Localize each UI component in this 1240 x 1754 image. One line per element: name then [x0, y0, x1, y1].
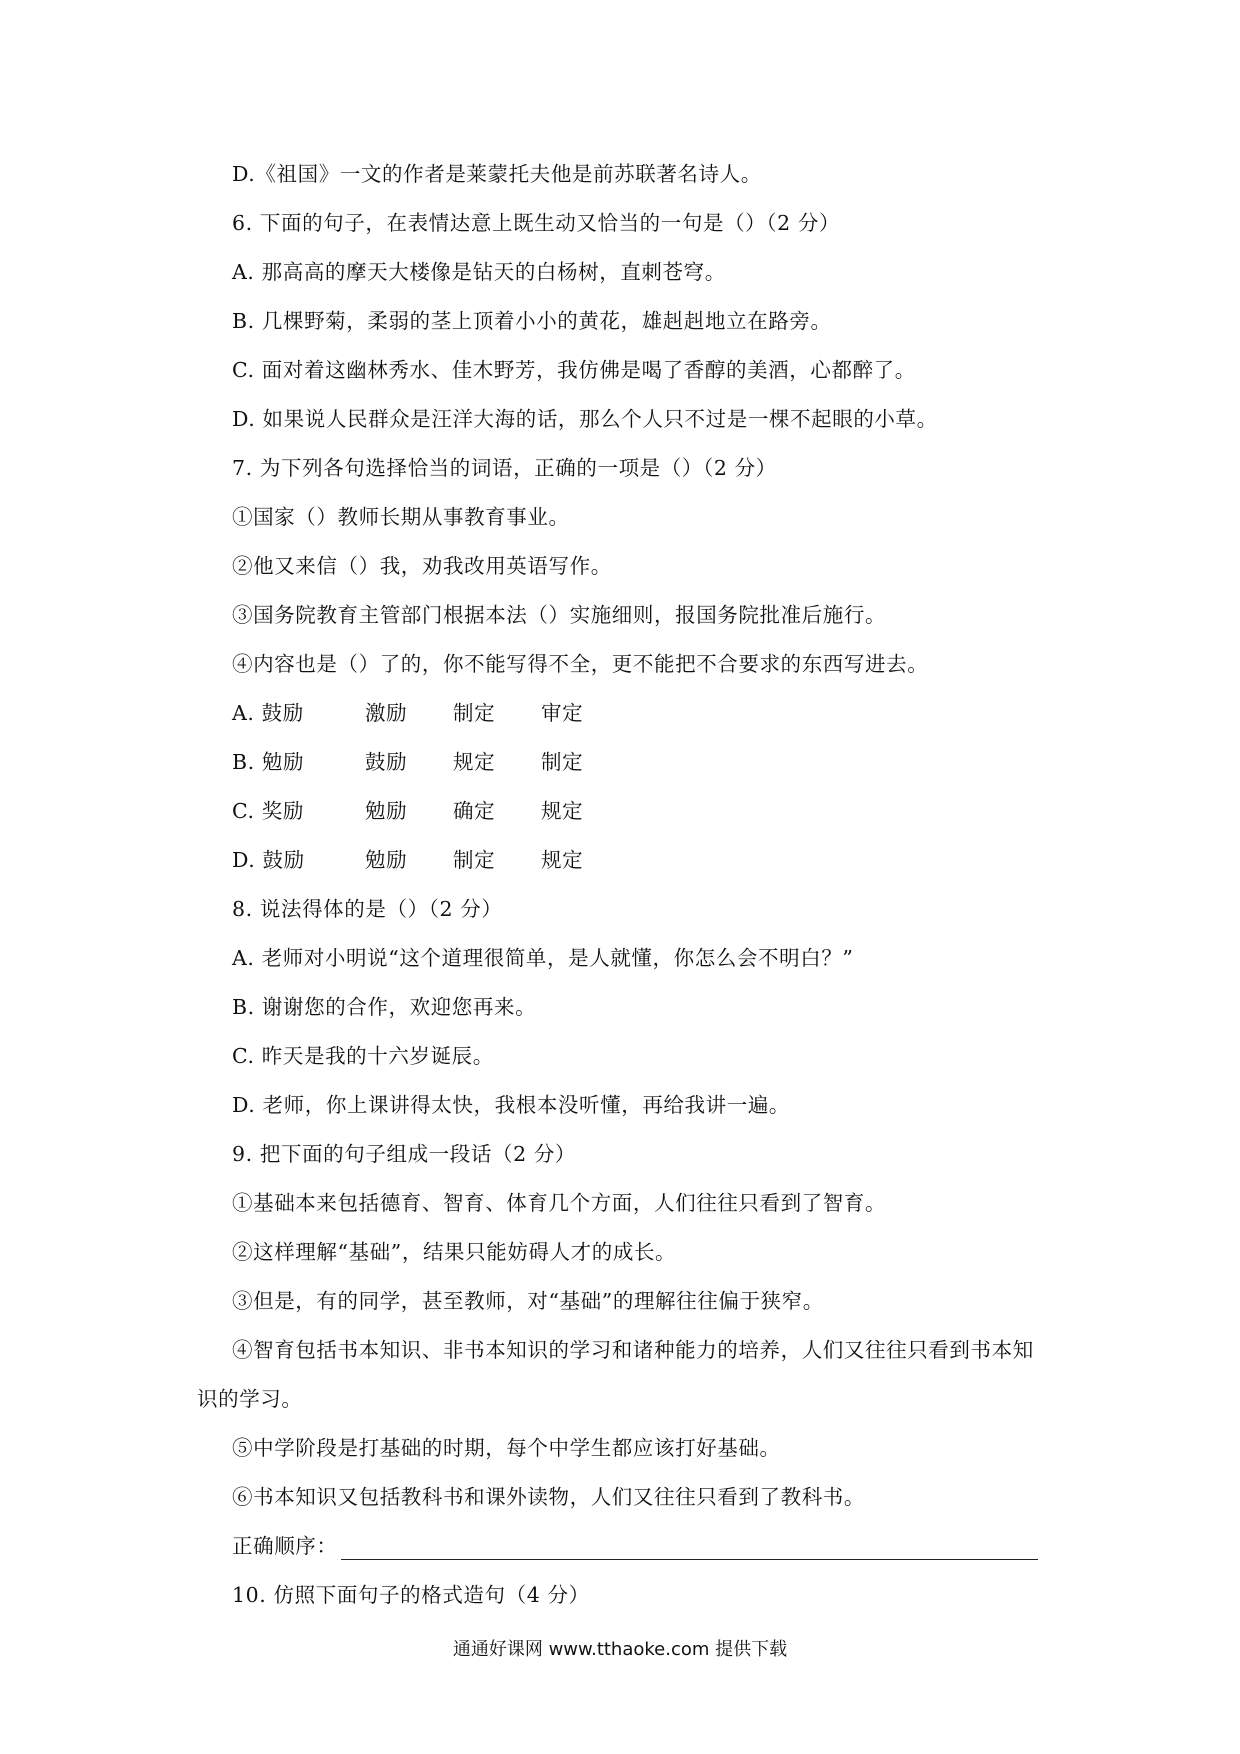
q9-sentence-2: ②这样理解“基础”，结果只能妨碍人才的成长。 [232, 1240, 677, 1264]
q6-option-b: B. 几棵野菊，柔弱的茎上顶着小小的黄花，雄赳赳地立在路旁。 [232, 309, 832, 333]
option-word-3: 制定 [453, 848, 496, 872]
q7-sentence-2: ②他又来信（）我，劝我改用英语写作。 [232, 554, 612, 578]
q9-sentence-4-continued: 识的学习。 [197, 1387, 303, 1411]
option-word-2: 激励 [365, 701, 408, 725]
q9-answer-label: 正确顺序： [232, 1534, 338, 1558]
q9-stem: 9. 把下面的句子组成一段话（2 分） [232, 1142, 577, 1166]
option-label: A. 鼓励 [232, 701, 304, 725]
q7-stem: 7. 为下列各句选择恰当的词语，正确的一项是（）（2 分） [232, 456, 777, 480]
q8-stem: 8. 说法得体的是（）（2 分） [232, 897, 503, 921]
q8-option-a: A. 老师对小明说“这个道理很简单，是人就懂，你怎么会不明白？” [232, 946, 854, 970]
option-label: C. 奖励 [232, 799, 304, 823]
option-word-4: 规定 [541, 848, 584, 872]
option-word-4: 审定 [541, 701, 584, 725]
q8-option-c: C. 昨天是我的十六岁诞辰。 [232, 1044, 494, 1068]
q10-stem: 10. 仿照下面句子的格式造句（4 分） [232, 1583, 590, 1607]
page-footer: 通通好课网 www.tthaoke.com 提供下载 [452, 1639, 788, 1660]
q7-sentence-1: ①国家（）教师长期从事教育事业。 [232, 505, 570, 529]
q8-option-d: D. 老师，你上课讲得太快，我根本没听懂，再给我讲一遍。 [232, 1093, 791, 1117]
option-word-3: 规定 [453, 750, 496, 774]
q9-answer-blank [341, 1559, 1038, 1560]
q6-stem: 6. 下面的句子，在表情达意上既生动又恰当的一句是（）（2 分） [232, 211, 841, 235]
q7-sentence-4: ④内容也是（）了的，你不能写得不全，更不能把不合要求的东西写进去。 [232, 652, 929, 676]
option-word-4: 制定 [541, 750, 584, 774]
q7-sentence-3: ③国务院教育主管部门根据本法（）实施细则，报国务院批准后施行。 [232, 603, 887, 627]
q8-option-b: B. 谢谢您的合作，欢迎您再来。 [232, 995, 537, 1019]
option-label: D. 鼓励 [232, 848, 305, 872]
option-word-3: 制定 [453, 701, 496, 725]
q9-sentence-3: ③但是，有的同学，甚至教师，对“基础”的理解往往偏于狭窄。 [232, 1289, 824, 1313]
option-word-3: 确定 [453, 799, 496, 823]
q9-sentence-1: ①基础本来包括德育、智育、体育几个方面，人们往往只看到了智育。 [232, 1191, 887, 1215]
q6-option-d: D. 如果说人民群众是汪洋大海的话，那么个人只不过是一棵不起眼的小草。 [232, 407, 938, 431]
option-word-2: 勉励 [365, 799, 408, 823]
q6-option-a: A. 那高高的摩天大楼像是钻天的白杨树，直刺苍穹。 [232, 260, 726, 284]
option-word-2: 鼓励 [365, 750, 408, 774]
q9-sentence-5: ⑤中学阶段是打基础的时期，每个中学生都应该打好基础。 [232, 1436, 781, 1460]
q9-sentence-6: ⑥书本知识又包括教科书和课外读物，人们又往往只看到了教科书。 [232, 1485, 865, 1509]
q6-option-c: C. 面对着这幽林秀水、佳木野芳，我仿佛是喝了香醇的美酒，心都醉了。 [232, 358, 916, 382]
q9-sentence-4: ④智育包括书本知识、非书本知识的学习和诸种能力的培养，人们又往往只看到书本知 [232, 1338, 1034, 1362]
q5-option-d: D.《祖国》一文的作者是莱蒙托夫他是前苏联著名诗人。 [232, 162, 762, 186]
option-label: B. 勉励 [232, 750, 305, 774]
option-word-4: 规定 [541, 799, 584, 823]
option-word-2: 勉励 [365, 848, 408, 872]
